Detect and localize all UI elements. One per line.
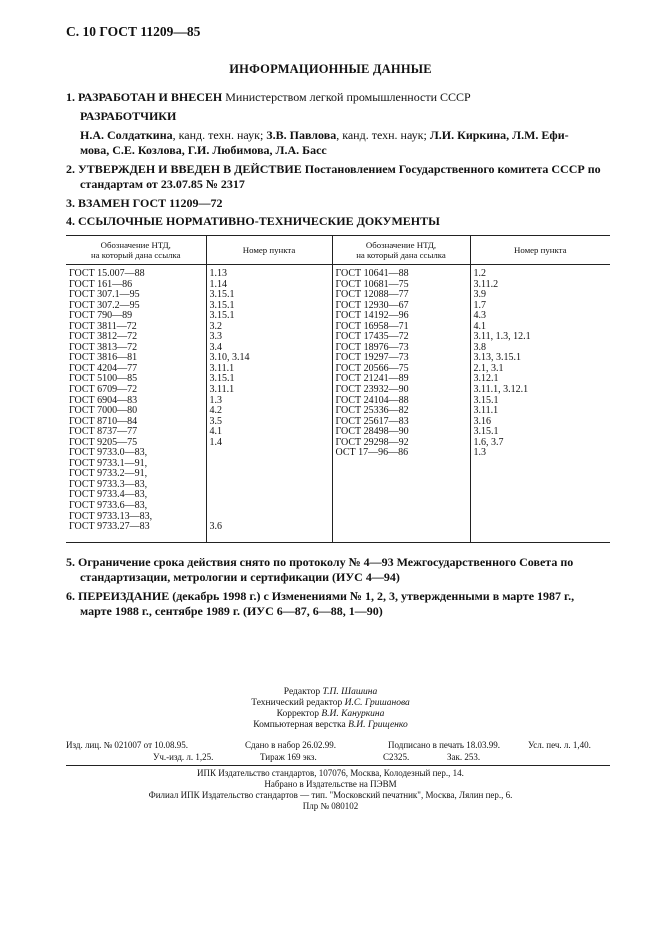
table-doc-ref: ГОСТ 4204—77 [69,362,138,374]
table-item-ref: 3.11.1 [473,405,499,417]
item-3-number: 3. [66,196,75,210]
table-item-ref: 3.4 [209,341,222,353]
table-item-ref: 3.15.1 [209,310,235,322]
developers-heading: РАЗРАБОТЧИКИ [80,109,177,123]
table-doc-ref: ГОСТ 9733.13—83, [69,510,153,522]
table-item-ref: 4.3 [473,310,486,322]
imprint-license: Изд. лиц. № 021007 от 10.08.95. [66,740,188,750]
item-1-number: 1. [66,90,75,104]
table-doc-ref: ГОСТ 14192—96 [335,310,409,322]
publisher-typeset: Набрано в Издательстве на ПЭВМ [264,779,397,789]
table-item-ref: 1.6, 3.7 [473,436,504,448]
item-6-text-cont: марте 1988 г., сентябре 1989 г. (ИУС 6—87, 6—88, 1—90) [80,604,383,618]
table-doc-ref: ГОСТ 7000—80 [69,405,138,417]
item-6-text: (декабрь 1998 г.) с Изменениями № 1, 2, 3, утвержденными в марте 1987 г., [169,589,575,603]
table-doc-ref: ГОСТ 307.1—95 [69,289,140,301]
table-doc-ref: ГОСТ 9205—75 [69,436,138,448]
table-doc-ref: ГОСТ 5100—85 [69,373,138,385]
imprint-order: Зак. 253. [447,752,481,762]
developer-name: З.В. Павлова [266,128,337,142]
table-doc-ref: ГОСТ 9733.2—91, [69,468,148,480]
table-item-ref: 3.11.1, 3.12.1 [473,384,529,396]
table-item-ref: 3.12.1 [473,373,499,385]
publisher-license: Плр № 080102 [302,801,359,811]
table-item-ref [210,501,332,512]
left-items-column [206,265,332,543]
table-doc-ref: ГОСТ 24104—88 [335,394,409,406]
item-5-text: Ограничение срока действия снято по протоколу № 4—93 Межгосударственного Совета по [78,555,574,569]
table-doc-ref: ГОСТ 25617—83 [335,415,409,427]
publisher-address: ИПК Издательство стандартов, 107076, Москва, Колодезный пер., 14. [197,768,464,778]
table-item-ref: 1.3 [473,447,486,459]
header-item-left: Номер пункта [206,236,332,265]
table-item-ref [210,459,332,470]
divider [66,765,610,766]
page-header: С. 10 ГОСТ 11209—85 [66,24,201,39]
table-item-ref: 3.11, 1.3, 12.1 [473,331,531,343]
table-item-ref: 1.3 [209,394,222,406]
table-item-ref: 3.8 [473,341,486,353]
table-doc-ref: ГОСТ 9733.6—83, [69,500,148,512]
table-doc-ref: ГОСТ 6709—72 [69,384,138,396]
table-item-ref: 3.13, 3.15.1 [473,352,521,364]
table-doc-ref: ГОСТ 161—86 [69,278,133,290]
table-item-ref: 3.5 [209,415,222,427]
table-item-ref: 1.14 [209,278,227,290]
table-item-ref: 1.13 [209,268,227,279]
imprint-signed: Подписано в печать 18.03.99. [388,740,501,750]
header-doc-left: Обозначение НТД, на который дана ссылка [66,236,206,265]
table-doc-ref: ГОСТ 15.007—88 [69,268,145,279]
item-5-text-cont: стандартизации, метрологии и сертификации (ИУС 4—94) [80,570,400,584]
item-4 [66,214,440,229]
table-doc-ref: ГОСТ 19297—73 [335,352,409,364]
table-item-ref: 3.9 [473,289,486,301]
item-2-text: Постановлением Государственного комитета СССР по [301,162,601,176]
table-item-ref [210,490,332,501]
imprint-typeset: Сдано в набор 26.02.99. [245,740,337,750]
credit-corrector: Корректор В.И. Кануркина [276,709,385,719]
table-doc-ref: ГОСТ 3816—81 [69,352,138,364]
right-docs-column [332,265,470,543]
table-body-row [66,265,610,543]
item-2-number: 2. [66,162,75,176]
table-doc-ref: ГОСТ 12930—67 [335,299,409,311]
item-4-text: ССЫЛОЧНЫЕ НОРМАТИВНО-ТЕХНИЧЕСКИЕ ДОКУМЕНТЫ [78,214,440,228]
table-item-ref: 4.1 [209,426,222,438]
table-item-ref [210,512,332,523]
table-item-ref [210,448,332,459]
table-item-ref: 3.15.1 [473,426,499,438]
table-item-ref: 3.11.1 [209,362,235,374]
table-item-ref: 3.10, 3.14 [209,352,250,364]
item-5 [66,555,611,585]
table-doc-ref: ГОСТ 9733.27—83 [69,521,150,533]
table-header-row [66,236,610,265]
table-item-ref: 3.15.1 [209,289,235,301]
table-item-ref: 1.4 [209,436,222,448]
item-3-text: ВЗАМЕН ГОСТ 11209—72 [78,196,223,210]
item-2-text-cont: стандартам от 23.07.85 № 2317 [80,177,245,191]
table-doc-ref: ГОСТ 3811—72 [69,320,137,332]
table-item-ref: 3.11.1 [209,384,235,396]
section-title: ИНФОРМАЦИОННЫЕ ДАННЫЕ [229,62,432,76]
left-docs-column [66,265,206,543]
credit-layout: Компьютерная верстка В.И. Грищенко [253,720,408,730]
item-1 [66,90,471,105]
table-item-ref: 4.1 [473,320,486,332]
table-doc-ref: ГОСТ 21241—89 [335,373,409,385]
item-1-bold: РАЗРАБОТАН И ВНЕСЕН [78,90,223,104]
right-items-column [470,265,610,543]
table-doc-ref: ГОСТ 9733.1—91, [69,457,148,469]
item-3 [66,196,223,211]
table-item-ref: 3.15.1 [209,373,235,385]
table-doc-ref: ОСТ 17—96—86 [335,447,409,459]
table-item-ref: 3.15.1 [209,299,235,311]
credit-tech-editor: Технический редактор И.С. Гришанова [251,698,410,708]
table-doc-ref: ГОСТ 18976—73 [335,341,409,353]
imprint-pub-sheets: Уч.-изд. л. 1,25. [153,752,214,762]
table-item-ref: 3.15.1 [473,394,499,406]
publisher-branch: Филиал ИПК Издательство стандартов — тип. "Московский печатник", Москва, Лялин пер., 6. [148,790,513,800]
table-doc-ref: ГОСТ 790—89 [69,310,133,322]
table-doc-ref: ГОСТ 8710—84 [69,415,138,427]
table-doc-ref: ГОСТ 6904—83 [69,394,138,406]
references-table [66,235,610,543]
table-doc-ref: ГОСТ 12088—77 [335,289,409,301]
table-doc-ref: ГОСТ 10641—88 [335,268,409,279]
developer-degree: , канд. техн. наук; [336,128,430,142]
table-doc-ref: ГОСТ 9733.3—83, [69,478,148,490]
table-item-ref: 1.2 [473,268,486,279]
item-2-bold: УТВЕРЖДЕН И ВВЕДЕН В ДЕЙСТВИЕ [78,162,302,176]
item-1-text: Министерством легкой промышленности СССР [222,90,471,104]
imprint-code: С2325. [383,752,410,762]
developers-list [80,128,610,158]
table-doc-ref: ГОСТ 23932—90 [335,384,409,396]
table-doc-ref: ГОСТ 9733.0—83, [69,447,148,459]
table-doc-ref: ГОСТ 17435—72 [335,331,409,343]
table-item-ref: 1.7 [473,299,486,311]
item-4-number: 4. [66,214,75,228]
developer-names: Л.И. Киркина, Л.М. Ефи- [429,128,569,142]
header-item-right: Номер пункта [470,236,610,265]
imprint-run: Тираж 169 экз. [260,752,317,762]
table-doc-ref: ГОСТ 25336—82 [335,405,409,417]
publisher-block [0,768,661,812]
imprint-print-sheets: Усл. печ. л. 1,40. [528,740,591,750]
table-item-ref: 2.1, 3.1 [473,362,504,374]
table-doc-ref: ГОСТ 9733.4—83, [69,489,148,501]
table-doc-ref: ГОСТ 28498—90 [335,426,409,438]
item-5-number: 5. [66,555,75,569]
table-item-ref: 3.2 [209,320,222,332]
credits-block [0,687,661,731]
table-item-ref: 3.11.2 [473,278,499,290]
developer-names: мова, С.Е. Козлова, Г.И. Любимова, Л.А. Басс [80,143,327,157]
table-item-ref: 3.3 [209,331,222,343]
table-doc-ref: ГОСТ 307.2—95 [69,299,140,311]
table-item-ref [210,469,332,480]
table-item-ref: 3.6 [209,521,222,533]
table-item-ref: 3.16 [473,415,491,427]
table-doc-ref: ГОСТ 16958—71 [335,320,409,332]
item-2 [66,162,611,192]
developer-degree: , канд. техн. наук; [172,128,267,142]
table-doc-ref: ГОСТ 8737—77 [69,426,138,438]
item-6-bold: ПЕРЕИЗДАНИЕ [78,589,170,603]
table-doc-ref: ГОСТ 20566—75 [335,362,409,374]
item-6 [66,589,611,619]
table-doc-ref: ГОСТ 29298—92 [335,436,409,448]
table-item-ref [210,480,332,491]
header-doc-right: Обозначение НТД, на который дана ссылка [332,236,470,265]
credit-editor: Редактор Т.П. Шашина [283,687,378,697]
table-doc-ref: ГОСТ 3813—72 [69,341,138,353]
table-item-ref: 4.2 [209,405,222,417]
table-doc-ref: ГОСТ 10681—75 [335,278,409,290]
table-doc-ref: ГОСТ 3812—72 [69,331,138,343]
item-6-number: 6. [66,589,75,603]
developer-name: Н.А. Солдаткина [80,128,173,142]
